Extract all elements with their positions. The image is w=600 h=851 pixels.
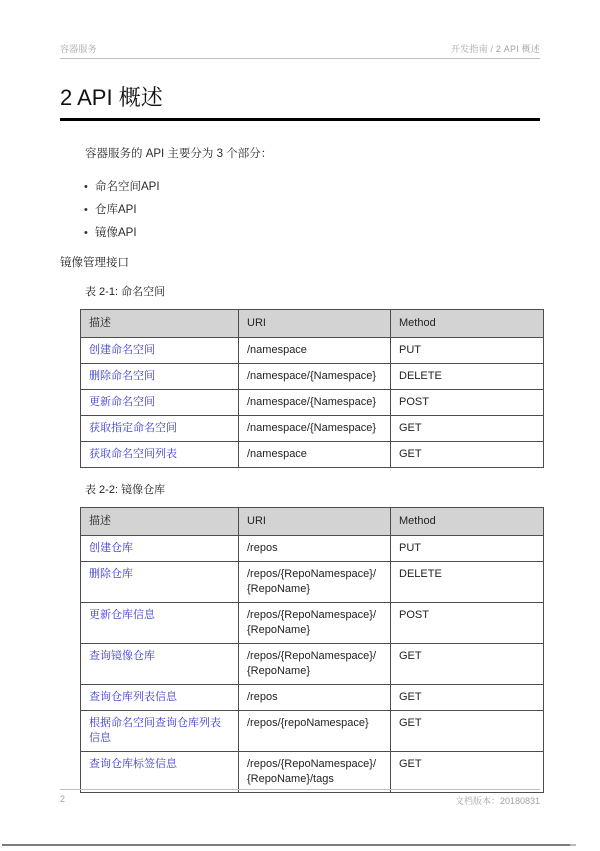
method-cell <box>391 685 544 711</box>
method-cell <box>391 338 544 364</box>
uri-cell <box>239 562 391 603</box>
method-cell <box>391 711 544 752</box>
table-row <box>81 390 544 416</box>
column-header: Method <box>391 310 544 338</box>
title-divider <box>60 118 540 121</box>
uri-value: /repos/{RepoNamespace}/{RepoName} <box>247 568 377 595</box>
uri-value: /namespace <box>247 448 307 460</box>
column-header: URI <box>239 310 391 338</box>
method-value: POST <box>399 609 429 621</box>
api-doc-link[interactable]: 创建仓库 <box>89 542 133 554</box>
description-cell <box>81 685 239 711</box>
table-section-namespace <box>80 286 540 468</box>
method-cell <box>391 442 544 468</box>
column-header: 描述 <box>81 508 239 536</box>
table-row <box>81 562 544 603</box>
method-value: DELETE <box>399 370 442 382</box>
uri-cell <box>239 338 391 364</box>
footer-divider <box>60 789 540 790</box>
uri-value: /namespace <box>247 344 307 356</box>
uri-value: /repos/{RepoNamespace}/{RepoName} <box>247 609 377 636</box>
description-cell <box>81 390 239 416</box>
column-header: 描述 <box>81 310 239 338</box>
uri-cell <box>239 644 391 685</box>
table-row <box>81 338 544 364</box>
description-cell <box>81 416 239 442</box>
bullet-label: 镜像API <box>95 227 137 239</box>
method-cell <box>391 562 544 603</box>
table-caption: 表 2-1: 命名空间 <box>85 286 166 298</box>
description-cell <box>81 442 239 468</box>
uri-cell <box>239 603 391 644</box>
method-value: GET <box>399 717 422 729</box>
table-row <box>81 685 544 711</box>
uri-value: /namespace/{Namespace} <box>247 370 377 382</box>
api-doc-link[interactable]: 更新仓库信息 <box>89 609 155 621</box>
method-cell <box>391 752 544 793</box>
method-cell <box>391 644 544 685</box>
description-cell <box>81 711 239 752</box>
header-breadcrumb: 开发指南 / 2 API 概述 <box>450 44 540 54</box>
bullet-label: 命名空间API <box>95 181 160 193</box>
column-header: URI <box>239 508 391 536</box>
page-number: 2 <box>60 794 66 804</box>
method-cell <box>391 603 544 644</box>
api-doc-link[interactable]: 更新命名空间 <box>89 396 155 408</box>
page-bottom-edge-end <box>570 844 576 846</box>
api-doc-link[interactable]: 查询仓库列表信息 <box>89 691 177 703</box>
namespace-api-table <box>80 309 544 468</box>
bullet-icon: • <box>84 204 88 216</box>
table-row <box>81 603 544 644</box>
api-doc-link[interactable]: 获取命名空间列表 <box>89 448 177 460</box>
header-product-name: 容器服务 <box>60 44 97 54</box>
api-doc-link[interactable]: 查询仓库标签信息 <box>89 758 177 770</box>
method-value: GET <box>399 691 422 703</box>
api-doc-link[interactable]: 删除命名空间 <box>89 370 155 382</box>
method-value: PUT <box>399 344 421 356</box>
description-cell <box>81 603 239 644</box>
page-bottom-edge <box>2 844 570 846</box>
bullet-item <box>84 226 540 240</box>
uri-value: /repos/{RepoNamespace}/{RepoName}/tags <box>247 758 377 785</box>
bullet-icon: • <box>84 227 88 239</box>
table-section-repository <box>80 484 540 793</box>
table-row <box>81 536 544 562</box>
table-row <box>81 644 544 685</box>
uri-cell <box>239 685 391 711</box>
chapter-title: 2 API 概述 <box>60 85 163 110</box>
uri-cell <box>239 442 391 468</box>
uri-cell <box>239 390 391 416</box>
bullet-label: 仓库API <box>95 204 137 216</box>
bullet-item <box>84 180 540 194</box>
method-value: POST <box>399 396 429 408</box>
api-doc-link[interactable]: 获取指定命名空间 <box>89 422 177 434</box>
uri-value: /repos <box>247 691 278 703</box>
api-doc-link[interactable]: 根据命名空间查询仓库列表信息 <box>89 717 221 744</box>
method-cell <box>391 416 544 442</box>
api-doc-link[interactable]: 创建命名空间 <box>89 344 155 356</box>
description-cell <box>81 338 239 364</box>
method-value: DELETE <box>399 568 442 580</box>
uri-cell <box>239 711 391 752</box>
bullet-list <box>60 180 540 240</box>
bullet-icon: • <box>84 181 88 193</box>
method-value: GET <box>399 448 422 460</box>
description-cell <box>81 752 239 793</box>
uri-value: /namespace/{Namespace} <box>247 422 377 434</box>
method-value: GET <box>399 650 422 662</box>
table-caption: 表 2-2: 镜像仓库 <box>85 484 166 496</box>
description-cell <box>81 364 239 390</box>
uri-value: /repos/{repoNamespace} <box>247 717 369 729</box>
method-cell <box>391 536 544 562</box>
table-header-row <box>81 508 544 536</box>
header-divider <box>60 58 540 59</box>
column-header: Method <box>391 508 544 536</box>
method-value: GET <box>399 758 422 770</box>
api-doc-link[interactable]: 查询镜像仓库 <box>89 650 155 662</box>
method-cell <box>391 390 544 416</box>
doc-version: 文档版本：20180831 <box>454 796 540 806</box>
uri-value: /repos <box>247 542 278 554</box>
table-row <box>81 752 544 793</box>
section-heading: 镜像管理接口 <box>60 257 129 269</box>
table-header-row <box>81 310 544 338</box>
page-content <box>60 0 540 793</box>
description-cell <box>81 536 239 562</box>
running-footer <box>60 794 540 807</box>
description-cell <box>81 644 239 685</box>
running-header <box>60 42 540 55</box>
uri-cell <box>239 752 391 793</box>
api-doc-link[interactable]: 删除仓库 <box>89 568 133 580</box>
description-cell <box>81 562 239 603</box>
uri-value: /namespace/{Namespace} <box>247 396 377 408</box>
table-row <box>81 364 544 390</box>
uri-cell <box>239 364 391 390</box>
uri-value: /repos/{RepoNamespace}/{RepoName} <box>247 650 377 677</box>
method-cell <box>391 364 544 390</box>
table-row <box>81 416 544 442</box>
method-value: PUT <box>399 542 421 554</box>
uri-cell <box>239 536 391 562</box>
uri-cell <box>239 416 391 442</box>
repository-api-table <box>80 507 544 793</box>
bullet-item <box>84 203 540 217</box>
intro-text: 容器服务的 API 主要分为 3 个部分： <box>85 148 273 160</box>
table-row <box>81 711 544 752</box>
method-value: GET <box>399 422 422 434</box>
table-row <box>81 442 544 468</box>
